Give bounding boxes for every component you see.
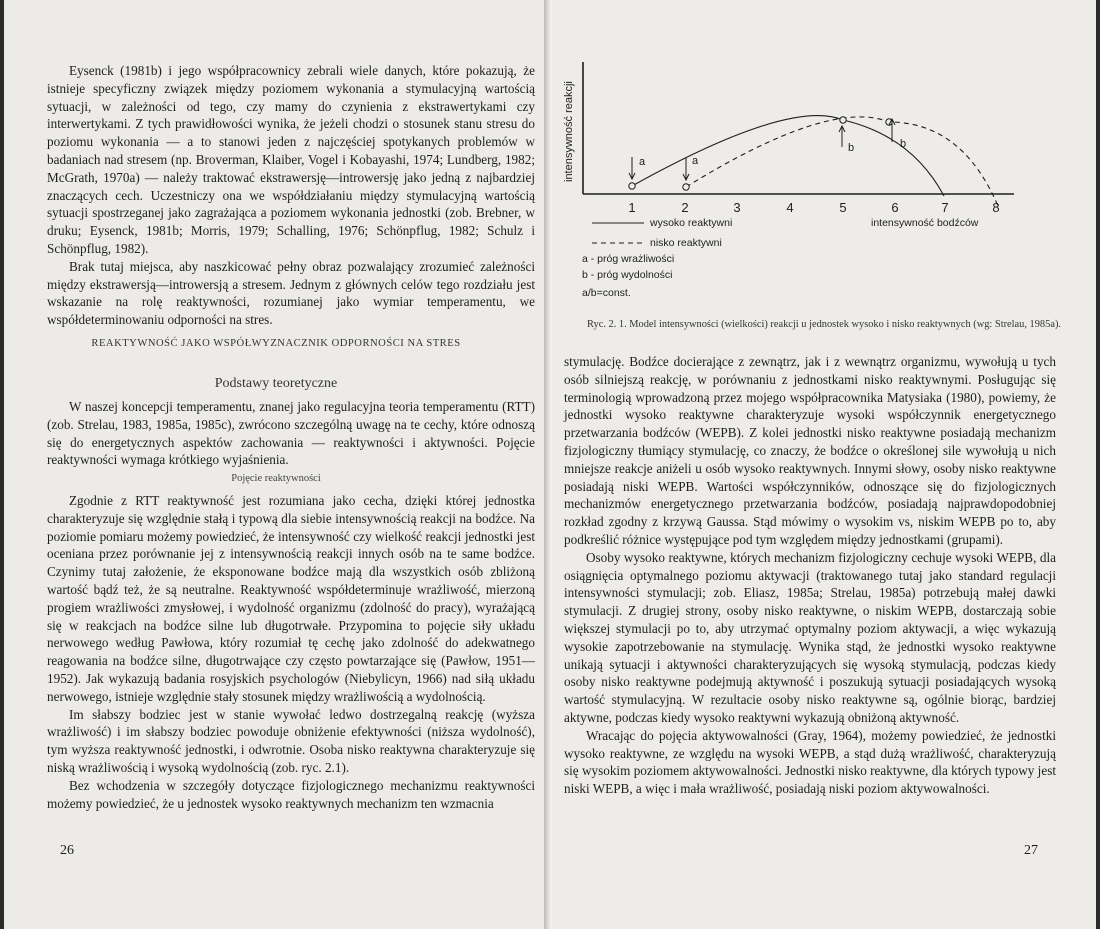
y-axis-label: intensywność reakcji — [563, 81, 575, 182]
right-text-block — [564, 353, 1056, 798]
subheading: Podstawy teoretyczne — [214, 376, 338, 391]
x-tick-1: 1 — [628, 200, 636, 215]
marker-b-high — [840, 117, 846, 123]
figure-reaction-model — [552, 0, 1096, 312]
paragraph-eysenck: Eysenck (1981b) i jego współpracownicy zebrali wiele danych, które pokazują, że istnieje specyficzny związek między poziomem wykonania a stymulacyjną wartością sytuacji, w zależności od tego, czy mamy do czynienia z ekstrawertykami czy interwertykami. Z tych prawidłowości wynika, że jeżeli chodzi o stosunek stanu stresu do poziomu wykonania — a to stanowi jeden z najczęściej spotykanych problemów w badaniach nad stresem (np. Broverman, Klaiber, Vogel i Kobayashi, 1974; Lundberg, 1982; McGrath, 1970a) — należy traktować ekstrawersję—introwersję jako jedną z najbardziej znaczących cech. Uczestniczy ona we współdziałaniu między stymulacyjną wartością sytuacji spostrzeganej jako zagrażająca a poziomem wykonania jednostki (zob. Brebner, w druku; Eysenck, 1981b; Morris, 1979; Schalling, 1976; Schönpflug, 1982; Schulz i Schönpflug, 1982). — [47, 63, 535, 256]
right-page — [552, 0, 1096, 929]
page-number-right: 27 — [1024, 843, 1038, 858]
x-tick-8: 8 — [992, 200, 1000, 215]
paragraph-theory: W naszej koncepcji temperamentu, znanej jako regulacyjna teoria temperamentu (RTT) (zob. Strelau, 1983, 1985a, 1985c), zwrócono szczególną uwagę na te cechy, które odnoszą się do energetycznych aspektów zachowania — reaktywności i aktywności. Pojęcie reaktywności wymaga krótkiego wyjaśnienia. — [47, 399, 535, 468]
marker-a-high — [629, 183, 635, 189]
x-tick-4: 4 — [786, 200, 794, 215]
paragraph-rtt: Zgodnie z RTT reaktywność jest rozumiana jako cecha, dzięki której jednostka charakteryzuje się względnie stałą i typową dla siebie intensywnością reakcji na bodźce. Na poziomie pomiaru możemy powiedzieć, że intensywność czy wielkość reakcji jednostki jest oceniana przez porównanie jej z intensywnością reakcji innych osób na te same bodźce. Czynimy tutaj założenie, że eksponowane bodźce mają dla wszystkich osób zbliżoną wartość bądź też, że są neutralne. Reaktywność współdeterminuje wrażliwość, mierzoną progiem wrażliwości zmysłowej, i wydolność organizmu (zdolność do pracy), wyrażającą się w reakcjach na bodźce silne lub długotrwałe. Przypomina to pojęcie siły układu nerwowego według Pawłowa, który rozumiał tę cechę jako zdolność do adekwatnego reagowania na bodźce silne, długotrwające czy często powtarzające się (Pawłow, 1951—1952). Jak wykazują badania rosyjskich psychologów (Niebylicyn, 1966) nad siłą układu nerwowego, istnieje względnie stały stosunek między wrażliwością a wydolnością. — [47, 493, 535, 704]
note-b: b - próg wydolności — [582, 269, 673, 281]
label-b-low: b — [900, 138, 907, 150]
left-page — [4, 0, 548, 929]
reactivity-text-block — [47, 492, 535, 812]
figure-caption: Ryc. 2. 1. Model intensywności (wielkości) reakcji u jednostek wysoko i nisko reaktywnych (wg: Strelau, 1985a). — [587, 319, 1061, 330]
paragraph-mechanism: Bez wchodzenia w szczegóły dotyczące fizjologicznego mechanizmu reaktywności możemy powiedzieć, że u jednostek wysoko reaktywnych mechanizm ten wzmacnia — [47, 777, 535, 811]
marker-a-low — [683, 184, 689, 190]
x-tick-2: 2 — [681, 200, 689, 215]
theory-text-block — [47, 398, 535, 469]
label-a-high: a — [639, 156, 646, 168]
note-const: a/b=const. — [582, 287, 631, 299]
paragraph-brak: Brak tutaj miejsca, aby naszkicować pełny obraz pozwalający zrozumieć zależności między ekstrawersją—introwersją a stresem. Jednym z głównych celów tego rozdziału jest wskazanie na rolę reaktywności, rozumianej jako wymiar temperamentu, we współdeterminowaniu odporności na stres. — [47, 258, 535, 328]
note-a: a - próg wrażliwości — [582, 253, 675, 265]
paragraph-stimulus: Im słabszy bodziec jest w stanie wywołać ledwo dostrzegalną reakcję (wyższa wrażliwość) i im słabszy bodziec powoduje obniżenie efektywności (niższa wydolność), tym wyższa reaktywność jednostki, i odwrotnie. Osoba nisko reaktywna charakteryzuje się niską wrażliwością i wysoką wydolnością (zob. ryc. 2.1). — [47, 706, 535, 775]
subsubheading: Pojęcie reaktywności — [231, 473, 321, 484]
paragraph-osoby: Osoby wysoko reaktywne, których mechanizm fizjologiczny cechuje wysoki WEPB, dla osiągnięcia optymalnego poziomu aktywacji (traktowanego tutaj jako standard regulacji intensywności stymulacji; zob. Eliasz, 1985a; Strelau, 1985a) potrzebują małej dawki stymulacji. Z drugiej strony, osoby nisko reaktywne, o niskim WEPB, dostarczają sobie większej stymulacji po to, aby utrzymać optymalny poziom aktywacji, a więc wykazują wysokie zapotrzebowanie na stymulację. Wynika stąd, że jednostki wysoko reaktywne unikają sytuacji i aktywności charakteryzujących się wysoką stymulacją, podczas kiedy osoby nisko reaktywne podejmują aktywność i poszukują sytuacji posiadających wysoką wartość stymulacyjną. W rezultacie osoby nisko reaktywne są, ogólnie biorąc, bardziej aktywne, podczas kiedy wysoko reaktywni wykazują obniżoną aktywność. — [564, 549, 1056, 725]
x-tick-3: 3 — [733, 200, 741, 215]
x-tick-6: 6 — [891, 200, 899, 215]
x-tick-7: 7 — [941, 200, 949, 215]
page-number-left: 26 — [60, 843, 74, 858]
legend-low-reactive: nisko reaktywni — [650, 237, 722, 249]
curve-high-reactive — [632, 116, 944, 196]
paragraph-stymulacje: stymulację. Bodźce docierające z zewnątrz, jak i z wewnątrz organizmu, wywołują u tych osób silniejszą reakcję, w porównaniu z jednostkami nisko reaktywnymi. Posługując się terminologią wprowadzoną przez mojego współpracownika Matysiaka (1980), powiemy, że jednostki wysoko reaktywne charakteryzuje wysoki współczynnik energetycznego przetwarzania bodźców (WEPB). Z kolei jednostki nisko reaktywne posiadają mechanizm fizjologiczny tłumiący stymulację, co znaczy, że bodźce o określonej sile wywołują u nich mniejsze reakcje aniżeli u osób wysoko reaktywnych. Innymi słowy, osoby nisko reaktywne posiadają niski WEPB. Wartości współczynników, odnoszące się do fizjologicznych mechanizmów energetycznego przetwarzania bodźców, posiadają najprawdopodobniej rozkład zgodny z krzywą Gaussa. Stąd mówimy o wysokim vs, niskim WEPB po to, aby podkreślić różnice występujące pod tym względem między jednostkami (grupami). — [564, 354, 1056, 547]
section-heading: REAKTYWNOŚĆ JAKO WSPÓŁWYZNACZNIK ODPORNOŚCI NA STRES — [91, 338, 461, 349]
x-tick-5: 5 — [839, 200, 847, 215]
paragraph-aktywowalnosc: Wracając do pojęcia aktywowalności (Gray, 1964), możemy powiedzieć, że jednostki wysoko reaktywne, ze względu na wysoki WEPB, a stąd dużą wrażliwość, charakteryzują się wysokim poziomem aktywowalności. Jednostki nisko reaktywne, dla których typowy jest niski WEPB, a więc i mała wrażliwość, posiadają niski poziom aktywowalności. — [564, 727, 1056, 797]
legend-high-reactive: wysoko reaktywni — [650, 217, 733, 229]
label-b-high: b — [848, 142, 855, 154]
label-a-low: a — [692, 155, 699, 167]
intro-text-block — [47, 62, 535, 329]
x-axis-label: intensywność bodźców — [871, 217, 979, 229]
